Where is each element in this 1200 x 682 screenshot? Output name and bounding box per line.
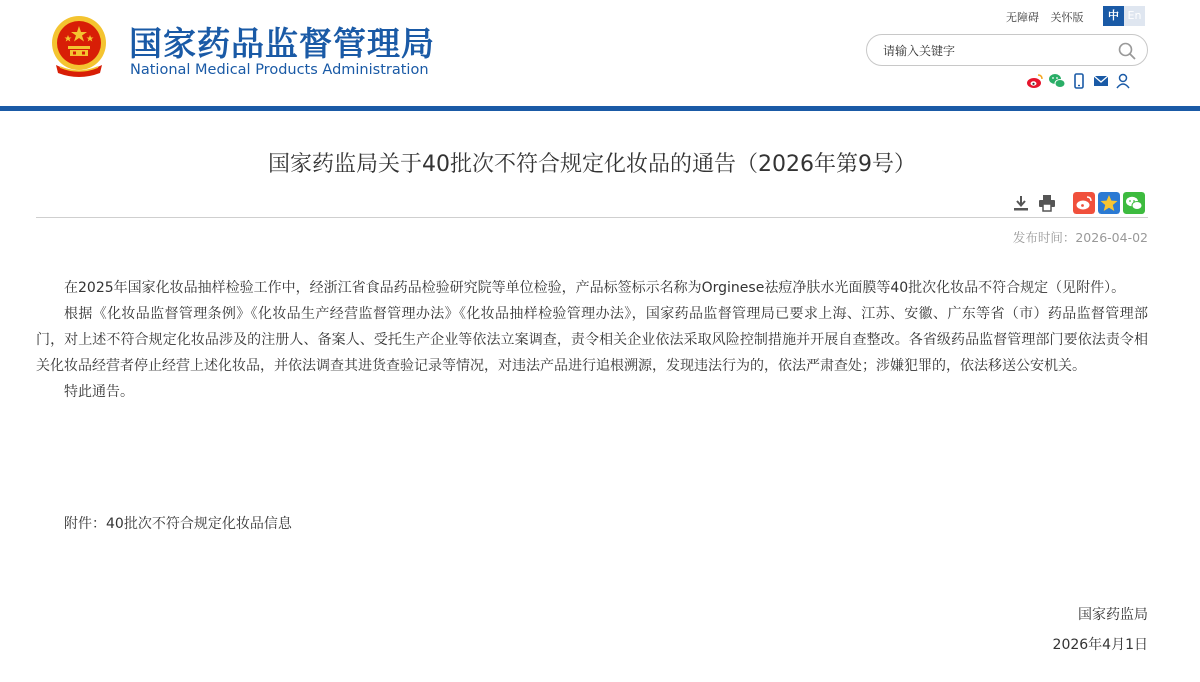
search-input[interactable] xyxy=(883,41,1103,61)
site-name-cn[interactable]: 国家药品监督管理局 xyxy=(129,24,435,63)
top-links xyxy=(1006,9,1092,25)
social-links xyxy=(1026,72,1132,92)
article-paragraph: 根据《化妆品监督管理条例》《化妆品生产经营监督管理办法》《化妆品抽样检验管理办法》，国家药品监督管理局已要求上海、江苏、安徽、广东等省（市）药品监督管理部门，对上述不符合规定化妆品涉及的注册人、备案人、受托生产企业等依法立案调查，责令相关企业依法采取风险控制措施并开展自查整改。各省级药品监督管理部门要依法责令相关化妆品经营者停止经营上述化妆品，并依法调查其进货查验记录等情况，对违法产品进行追根溯源，发现违法行为的，依法严肃查处；涉嫌犯罪的，依法移送公安机关。 xyxy=(36,306,1148,374)
article-body xyxy=(36,275,1148,405)
mail-icon[interactable] xyxy=(1092,72,1110,90)
share-weibo-icon[interactable] xyxy=(1073,192,1095,214)
print-icon[interactable] xyxy=(1037,193,1057,213)
article-paragraph: 在2025年国家化妆品抽样检验工作中，经浙江省食品药品检验研究院等单位检验，产品标签标示名称为Orginese祛痘净肤水光面膜等40批次化妆品不符合规定（见附件）。 xyxy=(64,280,1126,296)
site-header xyxy=(0,0,1200,106)
search-box xyxy=(866,34,1148,66)
signature-org: 国家药监局 xyxy=(1078,607,1148,623)
article-paragraph: 特此通告。 xyxy=(64,384,134,400)
share-qzone-icon[interactable] xyxy=(1098,192,1120,214)
article-tools xyxy=(1011,191,1148,215)
article-title: 国家药监局关于40批次不符合规定化妆品的通告（2026年第9号） xyxy=(268,152,916,177)
lang-en-button[interactable]: En xyxy=(1124,6,1145,26)
weibo-icon[interactable] xyxy=(1026,72,1044,90)
user-icon[interactable] xyxy=(1114,72,1132,90)
header-divider-bar xyxy=(0,106,1200,111)
lang-zh-button[interactable]: 中 xyxy=(1103,6,1124,26)
attachment-link[interactable]: 附件：40批次不符合规定化妆品信息 xyxy=(64,516,292,532)
wechat-icon[interactable] xyxy=(1048,72,1066,90)
share-wechat-icon[interactable] xyxy=(1123,192,1145,214)
site-name-en[interactable]: National Medical Products Administration xyxy=(130,62,429,78)
publish-time: 发布时间：2026-04-02 xyxy=(1012,230,1148,245)
elderly-mode-link[interactable]: 关怀版 xyxy=(1050,11,1084,24)
download-icon[interactable] xyxy=(1011,193,1031,213)
accessibility-link[interactable]: 无障碍 xyxy=(1006,11,1039,24)
national-emblem-logo[interactable] xyxy=(48,13,110,79)
mobile-icon[interactable] xyxy=(1070,72,1088,90)
signature-date: 2026年4月1日 xyxy=(1052,637,1148,653)
title-divider xyxy=(36,217,1148,218)
search-icon[interactable] xyxy=(1117,41,1137,61)
